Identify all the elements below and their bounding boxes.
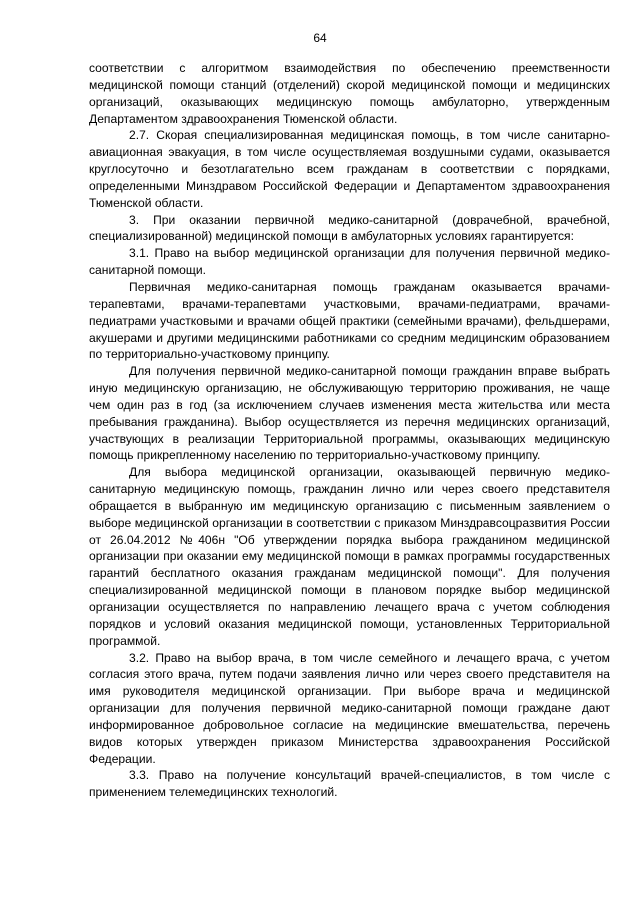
paragraph-3: 3. При оказании первичной медико-санитарной (доврачебной, врачебной, специализированной) медицинской помощи в амбулаторных условиях гарантируется: [89,212,610,244]
paragraph-selection-procedure: Для выбора медицинской организации, оказывающей первичную медико-санитарную медицинскую помощь, гражданин лично или через своего представителя обращается в выбранную им медицинскую организацию с письменным заявлением о выборе медицинской организации в соответствии с приказом Минздравсоцразвития России от 26.04.2012 №406н "Об утверждении порядка выбора гражданином медицинской организации при оказании ему медицинской помощи в рамках программы государственных гарантий бесплатного оказания гражданам медицинской помощи". Для получения специализированной медицинской помощи в плановом порядке выбор медицинской организации осуществляется по направлению лечащего врача с учетом соблюдения порядков и условий оказания медицинской помощи, установленных Территориальной программой. [89,465,610,648]
paragraph-3-3: 3.3. Право на получение консультаций врачей-специалистов, в том числе с применением телемедицинских технологий. [89,768,610,800]
paragraph-primary-care: Первичная медико-санитарная помощь гражданам оказывается врачами-терапевтами, врачами-терапевтами участковыми, врачами-педиатрами, врачами-педиатрами участковыми и врачами общей практики (семейными врачами), фельдшерами, акушерами и другими медицинскими работниками со средним медицинским образованием по территориально-участковому принципу. [89,279,610,362]
paragraph-choose-organization: Для получения первичной медико-санитарной помощи гражданин вправе выбрать иную медицинскую организацию, не обслуживающую территорию проживания, не чаще чем один раз в год (за исключением случаев изменения места жительства или места пребывания гражданина). Выбор осуществляется из перечня медицинских организаций, участвующих в реализации Территориальной программы, оказывающих медицинскую помощь прикрепленному населению по территориально-участковому принципу. [89,364,610,463]
paragraph-3-1: 3.1. Право на выбор медицинской организации для получения первичной медико-санитарной помощи. [89,246,610,278]
page-number: 64 [313,31,327,45]
document-body [89,60,610,801]
paragraph-3-2: 3.2. Право на выбор врача, в том числе семейного и лечащего врача, с учетом согласия этого врача, путем подачи заявления лично или через своего представителя на имя руководителя медицинской организации. При выборе врача и медицинской организации для получения первичной медико-санитарной помощи граждане дают информированное добровольное согласие на медицинские вмешательства, перечень видов которых утвержден приказом Министерства здравоохранения Российской Федерации. [89,650,610,766]
paragraph-2-7: 2.7. Скорая специализированная медицинская помощь, в том числе санитарно-авиационная эвакуация, в том числе осуществляемая воздушными судами, оказывается круглосуточно и безотлагательно всем гражданам в соответствии с порядками, определенными Минздравом Российской Федерации и Департаментом здравоохранения Тюменской области. [89,128,610,210]
paragraph-continuation: соответствии с алгоритмом взаимодействия по обеспечению преемственности медицинской помощи станций (отделений) скорой медицинской помощи и медицинских организаций, оказывающих медицинскую помощь амбулаторно, утвержденным Департаментом здравоохранения Тюменской области. [89,61,610,126]
